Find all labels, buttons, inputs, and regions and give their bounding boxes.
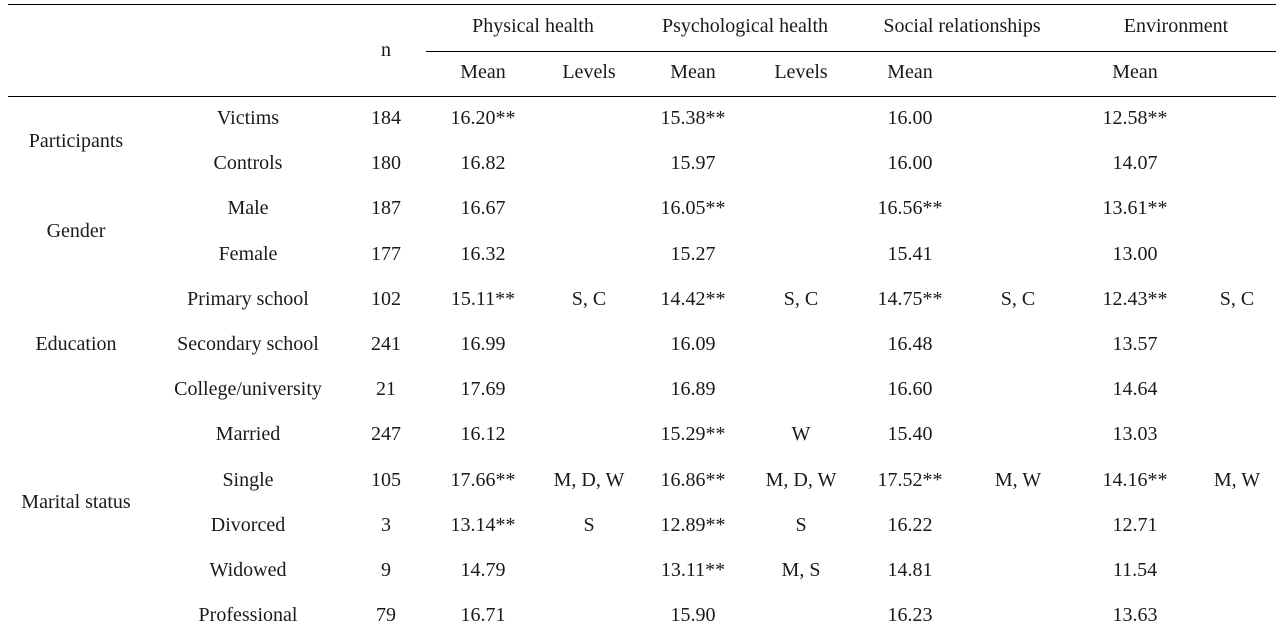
group-header-rule <box>426 51 1276 52</box>
n-cell: 79 <box>376 604 396 627</box>
environment-mean-cell: 13.00 <box>1112 242 1158 265</box>
physical-levels-cell: M, D, W <box>553 468 625 491</box>
psychological-mean-cell: 16.05** <box>660 197 726 220</box>
physical-mean-cell: 16.99 <box>460 333 506 355</box>
row-label: Victims <box>216 107 280 129</box>
psychological-levels-cell: S <box>795 513 807 536</box>
physical-levels-cell: S <box>583 513 595 536</box>
psychological-mean-cell: 16.86** <box>660 468 726 491</box>
social-levels-cell: M, W <box>994 468 1042 491</box>
social-mean-cell: 16.23 <box>887 604 933 627</box>
row-label: Widowed <box>209 559 287 581</box>
physical-mean-cell: 16.82 <box>460 152 506 175</box>
row-label: Primary school <box>187 287 309 310</box>
psychological-mean-cell: 15.97 <box>670 152 716 175</box>
header-bottom-rule <box>8 96 1276 97</box>
psychological-mean-cell: 13.11** <box>660 559 726 581</box>
n-cell: 247 <box>371 423 401 446</box>
social-mean-cell: 16.00 <box>887 152 933 175</box>
environment-mean-cell: 11.54 <box>1112 559 1158 581</box>
social-mean-cell: 15.41 <box>887 242 933 265</box>
environment-mean-cell: 14.07 <box>1112 152 1158 175</box>
n-cell: 184 <box>371 107 401 129</box>
row-label: Professional <box>198 604 298 627</box>
environment-mean-cell: 12.71 <box>1112 513 1158 536</box>
category-label: Participants <box>28 129 124 152</box>
psychological-levels-cell: W <box>791 423 811 446</box>
physical-mean-cell: 15.11** <box>450 287 516 310</box>
n-cell: 21 <box>376 378 396 401</box>
n-cell: 102 <box>371 287 401 310</box>
psychological-mean-cell: 15.27 <box>670 242 716 265</box>
psychological-mean-cell: 15.38** <box>660 107 726 129</box>
physical-mean-cell: 16.71 <box>460 604 506 627</box>
category-label: Marital status <box>21 491 131 514</box>
social-mean-cell: 16.00 <box>887 107 933 129</box>
n-cell: 9 <box>381 559 391 581</box>
n-header: n <box>381 39 391 61</box>
group-header-physical: Physical health <box>472 15 594 37</box>
psychological-levels-cell: M, D, W <box>765 468 837 491</box>
psychological-levels-cell: S, C <box>783 287 819 310</box>
row-label: College/university <box>174 378 322 401</box>
social-mean-cell: 15.40 <box>887 423 933 446</box>
social-mean-cell: 17.52** <box>877 468 943 491</box>
physical-mean-cell: 13.14** <box>450 513 516 536</box>
social-mean-cell: 14.75** <box>877 287 943 310</box>
n-cell: 105 <box>371 468 401 491</box>
row-label: Secondary school <box>177 333 319 355</box>
subheader-mean: Mean <box>460 61 506 83</box>
physical-mean-cell: 14.79 <box>460 559 506 581</box>
psychological-mean-cell: 16.09 <box>670 333 716 355</box>
group-header-social: Social relationships <box>883 15 1041 37</box>
environment-mean-cell: 12.58** <box>1102 107 1168 129</box>
psychological-mean-cell: 15.29** <box>660 423 726 446</box>
psychological-mean-cell: 12.89** <box>660 513 726 536</box>
social-mean-cell: 16.22 <box>887 513 933 536</box>
subheader-mean: Mean <box>887 61 933 83</box>
psychological-mean-cell: 14.42** <box>660 287 726 310</box>
environment-mean-cell: 13.63 <box>1112 604 1158 627</box>
environment-mean-cell: 13.61** <box>1102 197 1168 220</box>
physical-mean-cell: 16.67 <box>460 197 506 220</box>
physical-mean-cell: 16.32 <box>460 242 506 265</box>
physical-mean-cell: 17.66** <box>450 468 516 491</box>
environment-mean-cell: 14.64 <box>1112 378 1158 401</box>
social-levels-cell: S, C <box>1000 287 1036 310</box>
group-header-psychological: Psychological health <box>661 15 829 37</box>
row-label: Divorced <box>210 513 286 536</box>
row-label: Male <box>227 197 269 220</box>
physical-levels-cell: S, C <box>571 287 607 310</box>
environment-levels-cell: S, C <box>1219 287 1255 310</box>
environment-mean-cell: 13.57 <box>1112 333 1158 355</box>
subheader-levels: Levels <box>562 61 616 83</box>
row-label: Single <box>222 468 274 491</box>
subheader-levels: Levels <box>774 61 828 83</box>
social-mean-cell: 16.48 <box>887 333 933 355</box>
environment-mean-cell: 12.43** <box>1102 287 1168 310</box>
n-cell: 241 <box>371 333 401 355</box>
n-cell: 180 <box>371 152 401 175</box>
category-label: Gender <box>46 220 106 242</box>
physical-mean-cell: 16.20** <box>450 107 516 129</box>
row-label: Controls <box>213 152 283 175</box>
environment-mean-cell: 14.16** <box>1102 468 1168 491</box>
environment-mean-cell: 13.03 <box>1112 423 1158 446</box>
psychological-levels-cell: M, S <box>781 559 821 581</box>
social-mean-cell: 14.81 <box>887 559 933 581</box>
n-cell: 187 <box>371 197 401 220</box>
row-label: Female <box>218 242 278 265</box>
n-cell: 177 <box>371 242 401 265</box>
subheader-mean: Mean <box>1112 61 1158 83</box>
results-table <box>8 4 1276 625</box>
physical-mean-cell: 16.12 <box>460 423 506 446</box>
physical-mean-cell: 17.69 <box>460 378 506 401</box>
social-mean-cell: 16.60 <box>887 378 933 401</box>
environment-levels-cell: M, W <box>1213 468 1261 491</box>
subheader-mean: Mean <box>670 61 716 83</box>
group-header-environment: Environment <box>1123 15 1229 37</box>
category-label: Education <box>35 333 117 355</box>
psychological-mean-cell: 16.89 <box>670 378 716 401</box>
row-label: Married <box>215 423 281 446</box>
social-mean-cell: 16.56** <box>877 197 943 220</box>
n-cell: 3 <box>381 513 391 536</box>
psychological-mean-cell: 15.90 <box>670 604 716 627</box>
table-top-rule <box>8 4 1276 5</box>
